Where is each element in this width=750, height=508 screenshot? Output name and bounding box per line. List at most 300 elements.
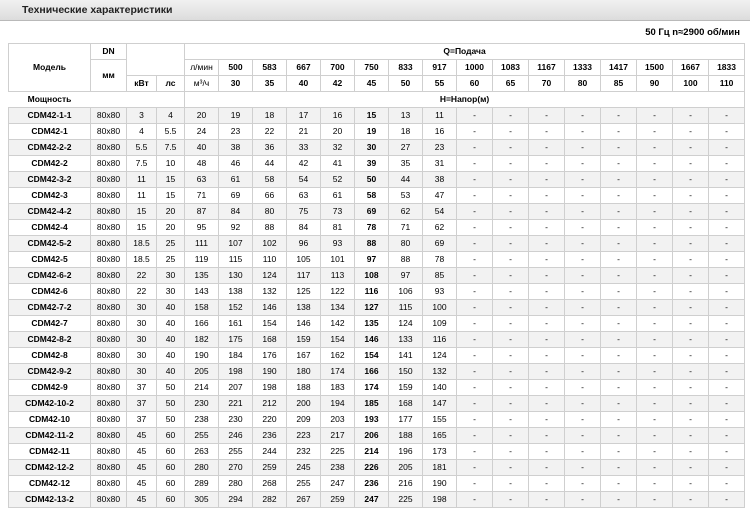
cell-head-14: - — [673, 188, 709, 204]
cell-model: CDM42-1-1 — [9, 108, 91, 124]
cell-power-hp: 50 — [157, 412, 185, 428]
cell-head-11: - — [565, 268, 601, 284]
cell-power-kw: 18.5 — [127, 252, 157, 268]
cell-head-6: 196 — [389, 444, 423, 460]
cell-head-5: 39 — [355, 156, 389, 172]
cell-head-2: 44 — [253, 156, 287, 172]
cell-dn: 80x80 — [91, 140, 127, 156]
cell-head-5: 226 — [355, 460, 389, 476]
cell-head-1: 221 — [219, 396, 253, 412]
cell-head-0: 230 — [185, 396, 219, 412]
cell-head-1: 230 — [219, 412, 253, 428]
cell-head-9: - — [493, 332, 529, 348]
unit-m3h-label: м³/ч — [185, 76, 219, 92]
cell-head-8: - — [457, 412, 493, 428]
table-row — [9, 428, 745, 444]
cell-head-1: 175 — [219, 332, 253, 348]
cell-head-10: - — [529, 476, 565, 492]
flow-lmin-8: 1083 — [493, 60, 529, 76]
cell-head-1: 38 — [219, 140, 253, 156]
cell-head-13: - — [637, 140, 673, 156]
cell-head-6: 150 — [389, 364, 423, 380]
cell-head-7: 155 — [423, 412, 457, 428]
cell-head-4: 183 — [321, 380, 355, 396]
cell-head-9: - — [493, 460, 529, 476]
cell-head-0: 87 — [185, 204, 219, 220]
cell-head-1: 19 — [219, 108, 253, 124]
cell-head-9: - — [493, 316, 529, 332]
cell-head-14: - — [673, 396, 709, 412]
cell-model: CDM42-4 — [9, 220, 91, 236]
cell-head-2: 22 — [253, 124, 287, 140]
cell-head-8: - — [457, 364, 493, 380]
cell-model: CDM42-9 — [9, 380, 91, 396]
cell-head-11: - — [565, 140, 601, 156]
cell-head-9: - — [493, 108, 529, 124]
cell-model: CDM42-1 — [9, 124, 91, 140]
cell-head-14: - — [673, 172, 709, 188]
cell-model: CDM42-7 — [9, 316, 91, 332]
cell-head-1: 69 — [219, 188, 253, 204]
cell-head-2: 259 — [253, 460, 287, 476]
cell-head-1: 207 — [219, 380, 253, 396]
cell-power-hp: 40 — [157, 300, 185, 316]
cell-head-13: - — [637, 332, 673, 348]
cell-head-6: 216 — [389, 476, 423, 492]
header-row-q — [9, 44, 745, 60]
cell-head-11: - — [565, 476, 601, 492]
cell-head-12: - — [601, 220, 637, 236]
cell-head-5: 116 — [355, 284, 389, 300]
cell-head-14: - — [673, 444, 709, 460]
cell-head-15: - — [709, 108, 745, 124]
cell-head-1: 161 — [219, 316, 253, 332]
cell-head-4: 238 — [321, 460, 355, 476]
cell-model: CDM42-5 — [9, 252, 91, 268]
cell-head-13: - — [637, 476, 673, 492]
cell-head-15: - — [709, 332, 745, 348]
cell-head-14: - — [673, 380, 709, 396]
cell-head-8: - — [457, 124, 493, 140]
cell-head-0: 263 — [185, 444, 219, 460]
cell-head-8: - — [457, 476, 493, 492]
cell-head-4: 122 — [321, 284, 355, 300]
cell-power-kw: 22 — [127, 284, 157, 300]
cell-head-11: - — [565, 460, 601, 476]
cell-head-9: - — [493, 156, 529, 172]
cell-head-0: 255 — [185, 428, 219, 444]
cell-head-8: - — [457, 332, 493, 348]
cell-head-12: - — [601, 348, 637, 364]
cell-head-0: 280 — [185, 460, 219, 476]
cell-head-13: - — [637, 284, 673, 300]
cell-head-2: 220 — [253, 412, 287, 428]
cell-head-7: 62 — [423, 220, 457, 236]
cell-head-7: 69 — [423, 236, 457, 252]
table-row — [9, 172, 745, 188]
header-dn-unit: мм — [91, 60, 127, 92]
table-row — [9, 300, 745, 316]
table-row — [9, 220, 745, 236]
cell-model: CDM42-8 — [9, 348, 91, 364]
cell-dn: 80x80 — [91, 220, 127, 236]
cell-head-10: - — [529, 124, 565, 140]
cell-head-3: 255 — [287, 476, 321, 492]
cell-head-0: 63 — [185, 172, 219, 188]
cell-head-5: 50 — [355, 172, 389, 188]
cell-head-5: 69 — [355, 204, 389, 220]
cell-head-14: - — [673, 284, 709, 300]
cell-head-5: 97 — [355, 252, 389, 268]
cell-head-10: - — [529, 444, 565, 460]
cell-head-4: 174 — [321, 364, 355, 380]
cell-head-4: 203 — [321, 412, 355, 428]
cell-head-2: 176 — [253, 348, 287, 364]
cell-head-4: 134 — [321, 300, 355, 316]
flow-lmin-3: 700 — [321, 60, 355, 76]
cell-dn: 80x80 — [91, 204, 127, 220]
cell-head-8: - — [457, 108, 493, 124]
table-row — [9, 332, 745, 348]
cell-head-13: - — [637, 460, 673, 476]
cell-head-9: - — [493, 428, 529, 444]
cell-head-5: 214 — [355, 444, 389, 460]
cell-power-kw: 30 — [127, 300, 157, 316]
cell-model: CDM42-11-2 — [9, 428, 91, 444]
cell-head-10: - — [529, 300, 565, 316]
cell-head-6: 188 — [389, 428, 423, 444]
cell-head-9: - — [493, 348, 529, 364]
cell-head-6: 168 — [389, 396, 423, 412]
flow-lmin-10: 1333 — [565, 60, 601, 76]
cell-head-6: 13 — [389, 108, 423, 124]
cell-head-8: - — [457, 268, 493, 284]
cell-head-6: 53 — [389, 188, 423, 204]
cell-head-11: - — [565, 332, 601, 348]
cell-head-0: 40 — [185, 140, 219, 156]
cell-head-5: 166 — [355, 364, 389, 380]
cell-power-hp: 15 — [157, 188, 185, 204]
cell-head-9: - — [493, 300, 529, 316]
cell-head-12: - — [601, 476, 637, 492]
cell-head-3: 223 — [287, 428, 321, 444]
cell-head-9: - — [493, 412, 529, 428]
cell-power-kw: 30 — [127, 332, 157, 348]
cell-head-5: 78 — [355, 220, 389, 236]
cell-head-1: 270 — [219, 460, 253, 476]
cell-head-0: 20 — [185, 108, 219, 124]
cell-head-13: - — [637, 412, 673, 428]
cell-power-kw: 15 — [127, 204, 157, 220]
cell-head-9: - — [493, 492, 529, 508]
cell-head-4: 217 — [321, 428, 355, 444]
cell-head-14: - — [673, 268, 709, 284]
cell-head-15: - — [709, 284, 745, 300]
cell-head-12: - — [601, 204, 637, 220]
cell-power-kw: 45 — [127, 492, 157, 508]
cell-head-10: - — [529, 156, 565, 172]
header-h: H=Напор(м) — [185, 92, 745, 108]
cell-head-9: - — [493, 204, 529, 220]
cell-head-15: - — [709, 140, 745, 156]
cell-head-9: - — [493, 124, 529, 140]
cell-head-10: - — [529, 428, 565, 444]
cell-head-12: - — [601, 316, 637, 332]
cell-head-9: - — [493, 236, 529, 252]
cell-head-5: 236 — [355, 476, 389, 492]
cell-head-5: 135 — [355, 316, 389, 332]
cell-dn: 80x80 — [91, 332, 127, 348]
cell-model: CDM42-2 — [9, 156, 91, 172]
cell-head-2: 132 — [253, 284, 287, 300]
cell-power-kw: 4 — [127, 124, 157, 140]
cell-head-8: - — [457, 428, 493, 444]
cell-head-8: - — [457, 284, 493, 300]
cell-head-0: 182 — [185, 332, 219, 348]
cell-model: CDM42-13-2 — [9, 492, 91, 508]
cell-head-8: - — [457, 140, 493, 156]
cell-head-6: 35 — [389, 156, 423, 172]
cell-head-11: - — [565, 492, 601, 508]
cell-dn: 80x80 — [91, 300, 127, 316]
cell-head-13: - — [637, 108, 673, 124]
cell-head-11: - — [565, 364, 601, 380]
cell-head-9: - — [493, 140, 529, 156]
cell-head-14: - — [673, 332, 709, 348]
cell-head-10: - — [529, 492, 565, 508]
cell-dn: 80x80 — [91, 380, 127, 396]
cell-head-13: - — [637, 316, 673, 332]
cell-head-7: 93 — [423, 284, 457, 300]
table-row — [9, 412, 745, 428]
cell-head-12: - — [601, 188, 637, 204]
flow-lmin-0: 500 — [219, 60, 253, 76]
cell-head-10: - — [529, 348, 565, 364]
flow-m3h-2: 40 — [287, 76, 321, 92]
flow-lmin-13: 1667 — [673, 60, 709, 76]
cell-dn: 80x80 — [91, 172, 127, 188]
cell-model: CDM42-12-2 — [9, 460, 91, 476]
cell-head-1: 61 — [219, 172, 253, 188]
cell-model: CDM42-6-2 — [9, 268, 91, 284]
cell-head-8: - — [457, 300, 493, 316]
cell-head-8: - — [457, 188, 493, 204]
cell-head-15: - — [709, 172, 745, 188]
cell-model: CDM42-10-2 — [9, 396, 91, 412]
cell-model: CDM42-5-2 — [9, 236, 91, 252]
cell-dn: 80x80 — [91, 252, 127, 268]
header-power-kw: кВт — [127, 76, 157, 92]
table-row — [9, 492, 745, 508]
cell-power-kw: 5.5 — [127, 140, 157, 156]
cell-head-12: - — [601, 124, 637, 140]
cell-dn: 80x80 — [91, 476, 127, 492]
cell-power-hp: 60 — [157, 460, 185, 476]
cell-head-11: - — [565, 156, 601, 172]
cell-head-5: 127 — [355, 300, 389, 316]
table-row — [9, 284, 745, 300]
cell-head-10: - — [529, 220, 565, 236]
cell-head-7: 124 — [423, 348, 457, 364]
cell-head-2: 124 — [253, 268, 287, 284]
cell-head-7: 23 — [423, 140, 457, 156]
cell-head-2: 282 — [253, 492, 287, 508]
cell-head-14: - — [673, 252, 709, 268]
cell-head-0: 289 — [185, 476, 219, 492]
cell-head-12: - — [601, 236, 637, 252]
flow-lmin-11: 1417 — [601, 60, 637, 76]
cell-model: CDM42-9-2 — [9, 364, 91, 380]
cell-model: CDM42-10 — [9, 412, 91, 428]
cell-dn: 80x80 — [91, 156, 127, 172]
flow-m3h-8: 65 — [493, 76, 529, 92]
cell-head-1: 294 — [219, 492, 253, 508]
cell-head-0: 305 — [185, 492, 219, 508]
cell-head-0: 24 — [185, 124, 219, 140]
cell-head-14: - — [673, 220, 709, 236]
cell-head-5: 185 — [355, 396, 389, 412]
cell-model: CDM42-3 — [9, 188, 91, 204]
cell-head-2: 66 — [253, 188, 287, 204]
cell-model: CDM42-8-2 — [9, 332, 91, 348]
flow-lmin-12: 1500 — [637, 60, 673, 76]
cell-power-hp: 20 — [157, 204, 185, 220]
cell-dn: 80x80 — [91, 364, 127, 380]
cell-head-9: - — [493, 268, 529, 284]
cell-power-kw: 11 — [127, 188, 157, 204]
cell-power-hp: 40 — [157, 364, 185, 380]
table-row — [9, 268, 745, 284]
table-row — [9, 348, 745, 364]
cell-power-kw: 11 — [127, 172, 157, 188]
cell-head-6: 205 — [389, 460, 423, 476]
cell-head-14: - — [673, 204, 709, 220]
flow-m3h-11: 85 — [601, 76, 637, 92]
cell-head-15: - — [709, 236, 745, 252]
cell-head-13: - — [637, 396, 673, 412]
cell-model: CDM42-4-2 — [9, 204, 91, 220]
cell-power-kw: 37 — [127, 396, 157, 412]
cell-power-kw: 18.5 — [127, 236, 157, 252]
cell-head-6: 27 — [389, 140, 423, 156]
cell-head-12: - — [601, 492, 637, 508]
cell-head-4: 101 — [321, 252, 355, 268]
cell-head-12: - — [601, 108, 637, 124]
header-power-hp: лс — [157, 76, 185, 92]
cell-head-3: 125 — [287, 284, 321, 300]
cell-head-15: - — [709, 428, 745, 444]
cell-power-hp: 30 — [157, 284, 185, 300]
cell-power-kw: 45 — [127, 476, 157, 492]
cell-power-kw: 15 — [127, 220, 157, 236]
cell-head-3: 180 — [287, 364, 321, 380]
cell-head-15: - — [709, 124, 745, 140]
cell-dn: 80x80 — [91, 188, 127, 204]
cell-head-11: - — [565, 188, 601, 204]
flow-m3h-4: 45 — [355, 76, 389, 92]
cell-head-15: - — [709, 412, 745, 428]
cell-head-13: - — [637, 204, 673, 220]
cell-head-0: 111 — [185, 236, 219, 252]
cell-power-hp: 20 — [157, 220, 185, 236]
cell-model: CDM42-12 — [9, 476, 91, 492]
table-row — [9, 124, 745, 140]
cell-head-6: 159 — [389, 380, 423, 396]
table-row — [9, 364, 745, 380]
cell-head-9: - — [493, 172, 529, 188]
cell-head-8: - — [457, 156, 493, 172]
cell-model: CDM42-3-2 — [9, 172, 91, 188]
table-row — [9, 316, 745, 332]
cell-head-10: - — [529, 236, 565, 252]
cell-head-8: - — [457, 252, 493, 268]
cell-power-hp: 60 — [157, 428, 185, 444]
cell-head-6: 106 — [389, 284, 423, 300]
cell-head-2: 154 — [253, 316, 287, 332]
cell-head-12: - — [601, 428, 637, 444]
cell-head-0: 95 — [185, 220, 219, 236]
cell-head-15: - — [709, 492, 745, 508]
cell-head-4: 142 — [321, 316, 355, 332]
cell-head-12: - — [601, 396, 637, 412]
cell-head-5: 19 — [355, 124, 389, 140]
cell-head-5: 30 — [355, 140, 389, 156]
cell-head-8: - — [457, 492, 493, 508]
cell-head-12: - — [601, 460, 637, 476]
cell-dn: 80x80 — [91, 428, 127, 444]
cell-dn: 80x80 — [91, 396, 127, 412]
cell-head-11: - — [565, 172, 601, 188]
cell-head-6: 62 — [389, 204, 423, 220]
cell-head-15: - — [709, 364, 745, 380]
cell-head-15: - — [709, 316, 745, 332]
cell-head-14: - — [673, 428, 709, 444]
cell-head-6: 44 — [389, 172, 423, 188]
cell-head-13: - — [637, 268, 673, 284]
cell-head-4: 73 — [321, 204, 355, 220]
cell-head-9: - — [493, 476, 529, 492]
flow-lmin-4: 750 — [355, 60, 389, 76]
cell-head-3: 75 — [287, 204, 321, 220]
cell-head-1: 280 — [219, 476, 253, 492]
cell-head-10: - — [529, 380, 565, 396]
flow-lmin-5: 833 — [389, 60, 423, 76]
cell-power-hp: 40 — [157, 316, 185, 332]
cell-head-15: - — [709, 268, 745, 284]
cell-head-0: 238 — [185, 412, 219, 428]
cell-power-hp: 25 — [157, 236, 185, 252]
cell-head-3: 200 — [287, 396, 321, 412]
cell-head-14: - — [673, 476, 709, 492]
cell-head-1: 92 — [219, 220, 253, 236]
cell-head-7: 31 — [423, 156, 457, 172]
cell-head-1: 152 — [219, 300, 253, 316]
cell-head-2: 190 — [253, 364, 287, 380]
table-head — [9, 44, 745, 108]
cell-power-kw: 7.5 — [127, 156, 157, 172]
cell-head-2: 110 — [253, 252, 287, 268]
flow-m3h-3: 42 — [321, 76, 355, 92]
cell-head-3: 267 — [287, 492, 321, 508]
cell-head-13: - — [637, 492, 673, 508]
cell-head-15: - — [709, 348, 745, 364]
cell-head-7: 100 — [423, 300, 457, 316]
flow-m3h-6: 55 — [423, 76, 457, 92]
cell-head-0: 119 — [185, 252, 219, 268]
cell-head-6: 71 — [389, 220, 423, 236]
cell-head-11: - — [565, 284, 601, 300]
cell-head-3: 146 — [287, 316, 321, 332]
